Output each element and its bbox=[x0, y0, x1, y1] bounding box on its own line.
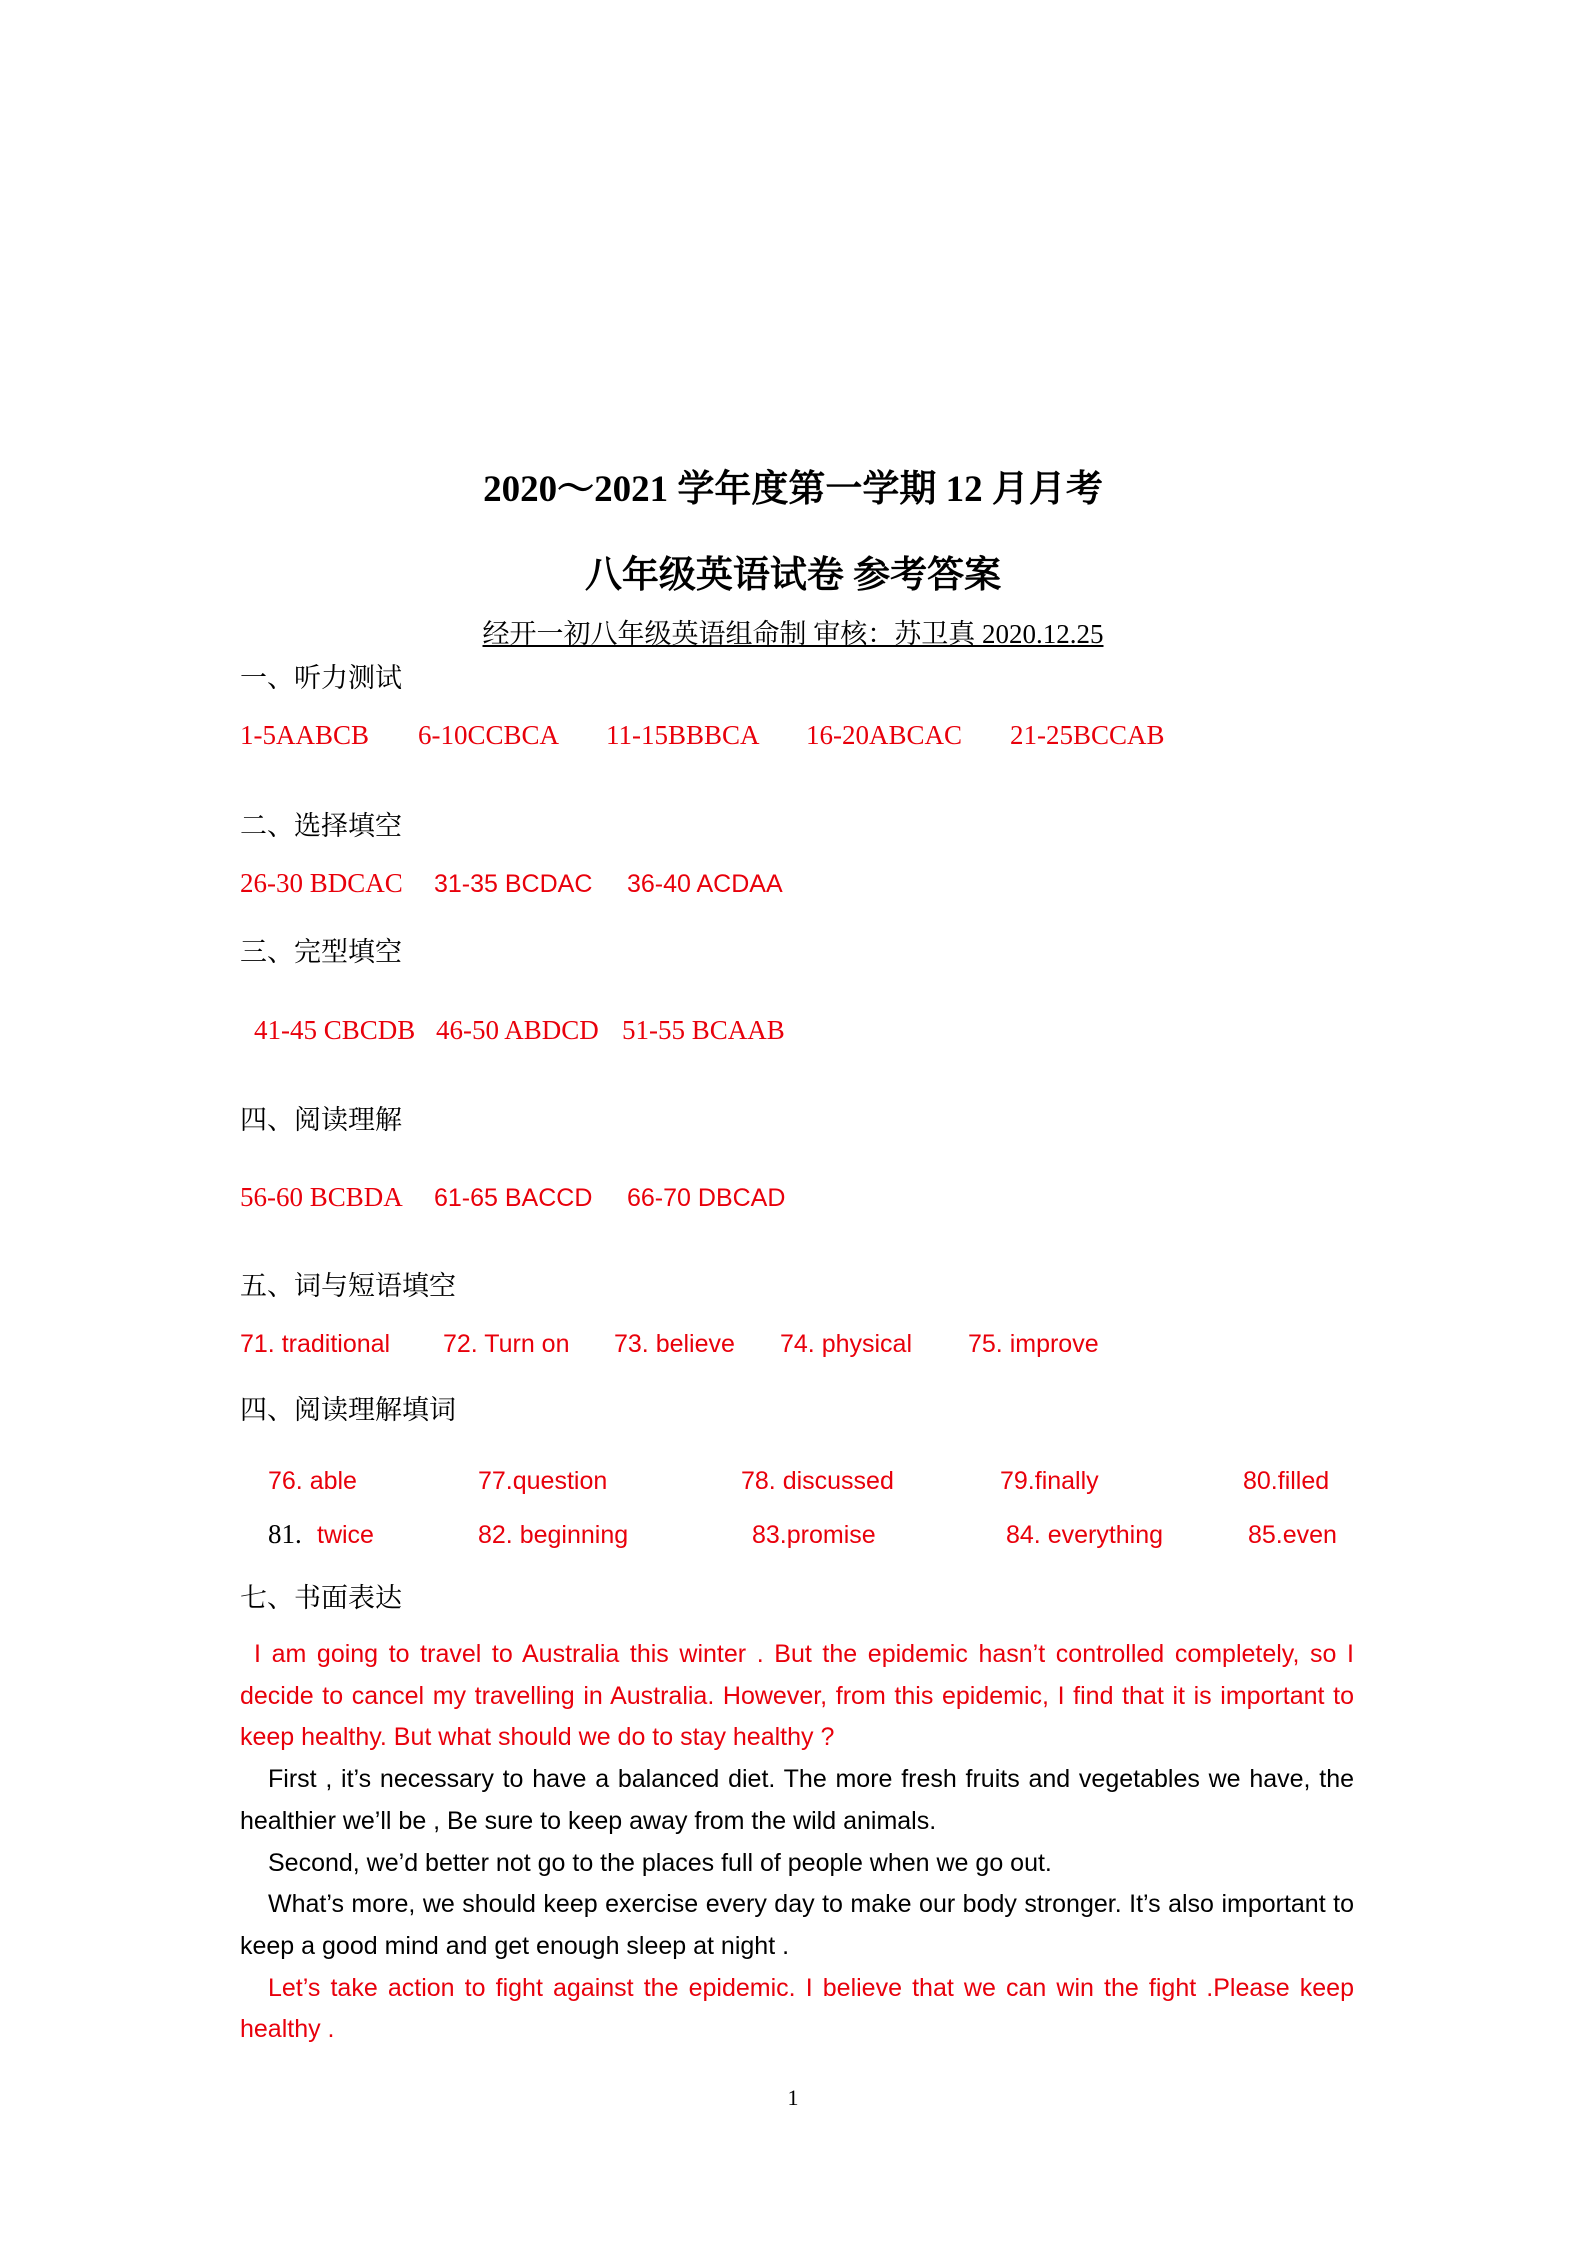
authoring-line bbox=[0, 612, 1586, 651]
section-cloze-heading: 三、完型填空 bbox=[240, 937, 402, 967]
section-fill-heading: 四、阅读理解填词 bbox=[240, 1395, 456, 1425]
answer-group: 51-55 BCAAB bbox=[622, 1015, 785, 1045]
section-words-heading: 五、词与短语填空 bbox=[240, 1271, 456, 1301]
answer-group: 16-20ABCAC bbox=[806, 720, 963, 750]
answer-group: 78. discussed bbox=[741, 1467, 894, 1495]
answer-group: 11-15BBBCA bbox=[606, 720, 760, 750]
answer-group: 73. believe bbox=[614, 1330, 735, 1358]
answer-group: 76. able bbox=[268, 1467, 357, 1495]
answer-group: twice bbox=[317, 1521, 374, 1549]
answer-group: 21-25BCCAB bbox=[1010, 720, 1165, 750]
answer-group: 61-65 BACCD bbox=[434, 1184, 593, 1212]
answer-group: 66-70 DBCAD bbox=[627, 1184, 786, 1212]
section-choice-heading: 二、选择填空 bbox=[240, 811, 402, 841]
answer-group: 79.finally bbox=[1000, 1467, 1099, 1495]
essay-paragraph: What’s more, we should keep exercise every day to make our body stronger. It’s also important to keep a good mind and get enough sleep at night . bbox=[240, 1890, 1354, 1960]
answer-group: 6-10CCBCA bbox=[418, 720, 560, 750]
answer-group: 56-60 BCBDA bbox=[240, 1182, 403, 1212]
answer-group: 84. everything bbox=[1006, 1521, 1164, 1549]
page-number: 1 bbox=[787, 2085, 799, 2110]
answer-group: 71. traditional bbox=[240, 1330, 391, 1358]
exam-title: 2020～2021 学年度第一学期 12 月月考 bbox=[483, 469, 1103, 510]
answer-group: 26-30 BDCAC bbox=[240, 868, 403, 898]
answer-group: 74. physical bbox=[780, 1330, 913, 1358]
section-writing-heading: 七、书面表达 bbox=[240, 1583, 402, 1613]
answer-group: 75. improve bbox=[968, 1330, 1099, 1358]
answer-group: 82. beginning bbox=[478, 1521, 629, 1549]
answer-group: 83.promise bbox=[752, 1521, 876, 1549]
essay bbox=[240, 1634, 1354, 2051]
essay-paragraph: Second, we’d better not go to the places full of people when we go out. bbox=[268, 1848, 1052, 1877]
answer-group: 46-50 ABDCD bbox=[436, 1015, 599, 1045]
exam-subtitle: 八年级英语试卷 参考答案 bbox=[584, 555, 1002, 596]
answer-group: 1-5AABCB bbox=[240, 720, 370, 750]
answer-number: 81. bbox=[268, 1519, 302, 1549]
essay-paragraph: Let’s take action to fight against the epidemic. I believe that we can win the fight .Please keep healthy . bbox=[240, 1973, 1354, 2044]
essay-paragraph: First , it’s necessary to have a balanced diet. The more fresh fruits and vegetables we have, the healthier we’ll be , Be sure to keep away from the wild animals. bbox=[240, 1765, 1354, 1835]
answer-group: 72. Turn on bbox=[443, 1330, 570, 1358]
essay-paragraph: I am going to travel to Australia this winter . But the epidemic hasn’t controlled completely, so I decide to cancel my travelling in Australia. However, from this epidemic, I find that it is important to keep healthy. But what should we do to stay healthy ? bbox=[240, 1640, 1354, 1752]
answer-group: 85.even bbox=[1248, 1521, 1337, 1549]
answer-group: 77.question bbox=[478, 1467, 608, 1495]
section-reading-heading: 四、阅读理解 bbox=[240, 1105, 402, 1135]
answer-group: 80.filled bbox=[1243, 1467, 1330, 1495]
answer-group: 36-40 ACDAA bbox=[627, 870, 783, 898]
answer-group: 31-35 BCDAC bbox=[434, 870, 593, 898]
answer-group: 41-45 CBCDB bbox=[254, 1015, 416, 1045]
section-listening-heading: 一、听力测试 bbox=[240, 663, 402, 693]
authoring-text: 经开一初八年级英语组命制 审核：苏卫真 2020.12.25 bbox=[482, 619, 1104, 649]
